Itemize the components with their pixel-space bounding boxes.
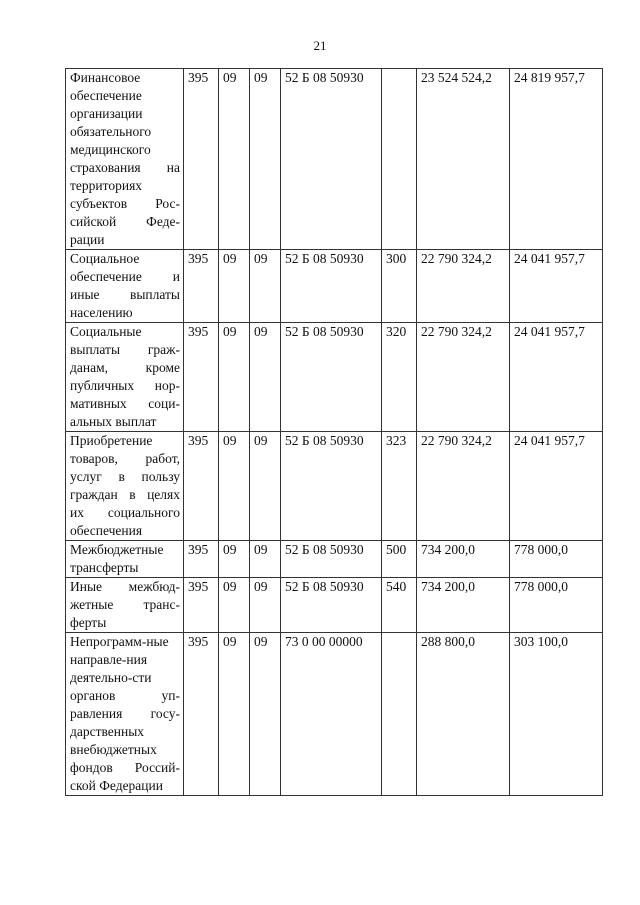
amount-year1-cell: 22 790 324,2 [417, 432, 510, 541]
item-name-cell: Непрограмм-ные направле-ния деятельно-сти органов уп-равления госу-дарственных внебюджетных фондов Россий-ской Федерации [66, 633, 184, 796]
gov-code-cell: 395 [184, 432, 219, 541]
gov-code-cell: 395 [184, 69, 219, 250]
budget-table [65, 68, 603, 796]
item-name-cell: Социальные выплаты граж-данам, кроме публичных нор-мативных соци-альных выплат [66, 323, 184, 432]
subsection-cell: 09 [250, 323, 281, 432]
section-cell: 09 [219, 541, 250, 578]
section-cell: 09 [219, 578, 250, 633]
subsection-cell: 09 [250, 432, 281, 541]
table-row [66, 432, 603, 541]
page-number: 21 [313, 38, 327, 53]
amount-year1-cell: 22 790 324,2 [417, 250, 510, 323]
expense-type-cell: 300 [382, 250, 417, 323]
item-name-cell: Социальное обеспечение и иные выплаты населению [66, 250, 184, 323]
expense-type-cell [382, 633, 417, 796]
target-article-cell: 73 0 00 00000 [281, 633, 382, 796]
item-name-cell: Финансовое обеспечение организации обязательного медицинского страхования на территориях субъектов Рос-сийской Феде-рации [66, 69, 184, 250]
target-article-cell: 52 Б 08 50930 [281, 323, 382, 432]
table-row [66, 69, 603, 250]
section-cell: 09 [219, 250, 250, 323]
item-name-cell: Иные межбюд-жетные транс-ферты [66, 578, 184, 633]
item-name-cell: Приобретение товаров, работ, услуг в пользу граждан в целях их социального обеспечения [66, 432, 184, 541]
table-row [66, 323, 603, 432]
table-row [66, 250, 603, 323]
amount-year2-cell: 24 041 957,7 [510, 432, 603, 541]
section-cell: 09 [219, 323, 250, 432]
amount-year2-cell: 778 000,0 [510, 578, 603, 633]
gov-code-cell: 395 [184, 541, 219, 578]
amount-year1-cell: 288 800,0 [417, 633, 510, 796]
amount-year2-cell: 303 100,0 [510, 633, 603, 796]
target-article-cell: 52 Б 08 50930 [281, 250, 382, 323]
subsection-cell: 09 [250, 633, 281, 796]
section-cell: 09 [219, 69, 250, 250]
section-cell: 09 [219, 432, 250, 541]
expense-type-cell: 323 [382, 432, 417, 541]
table-row [66, 541, 603, 578]
subsection-cell: 09 [250, 578, 281, 633]
amount-year1-cell: 22 790 324,2 [417, 323, 510, 432]
target-article-cell: 52 Б 08 50930 [281, 69, 382, 250]
expense-type-cell [382, 69, 417, 250]
amount-year2-cell: 24 819 957,7 [510, 69, 603, 250]
target-article-cell: 52 Б 08 50930 [281, 578, 382, 633]
section-cell: 09 [219, 633, 250, 796]
expense-type-cell: 500 [382, 541, 417, 578]
amount-year1-cell: 23 524 524,2 [417, 69, 510, 250]
subsection-cell: 09 [250, 250, 281, 323]
amount-year1-cell: 734 200,0 [417, 578, 510, 633]
amount-year2-cell: 778 000,0 [510, 541, 603, 578]
target-article-cell: 52 Б 08 50930 [281, 541, 382, 578]
gov-code-cell: 395 [184, 323, 219, 432]
amount-year1-cell: 734 200,0 [417, 541, 510, 578]
gov-code-cell: 395 [184, 633, 219, 796]
table-row [66, 633, 603, 796]
target-article-cell: 52 Б 08 50930 [281, 432, 382, 541]
expense-type-cell: 540 [382, 578, 417, 633]
gov-code-cell: 395 [184, 578, 219, 633]
subsection-cell: 09 [250, 541, 281, 578]
item-name-cell: Межбюджетные трансферты [66, 541, 184, 578]
subsection-cell: 09 [250, 69, 281, 250]
expense-type-cell: 320 [382, 323, 417, 432]
amount-year2-cell: 24 041 957,7 [510, 250, 603, 323]
gov-code-cell: 395 [184, 250, 219, 323]
table-row [66, 578, 603, 633]
amount-year2-cell: 24 041 957,7 [510, 323, 603, 432]
